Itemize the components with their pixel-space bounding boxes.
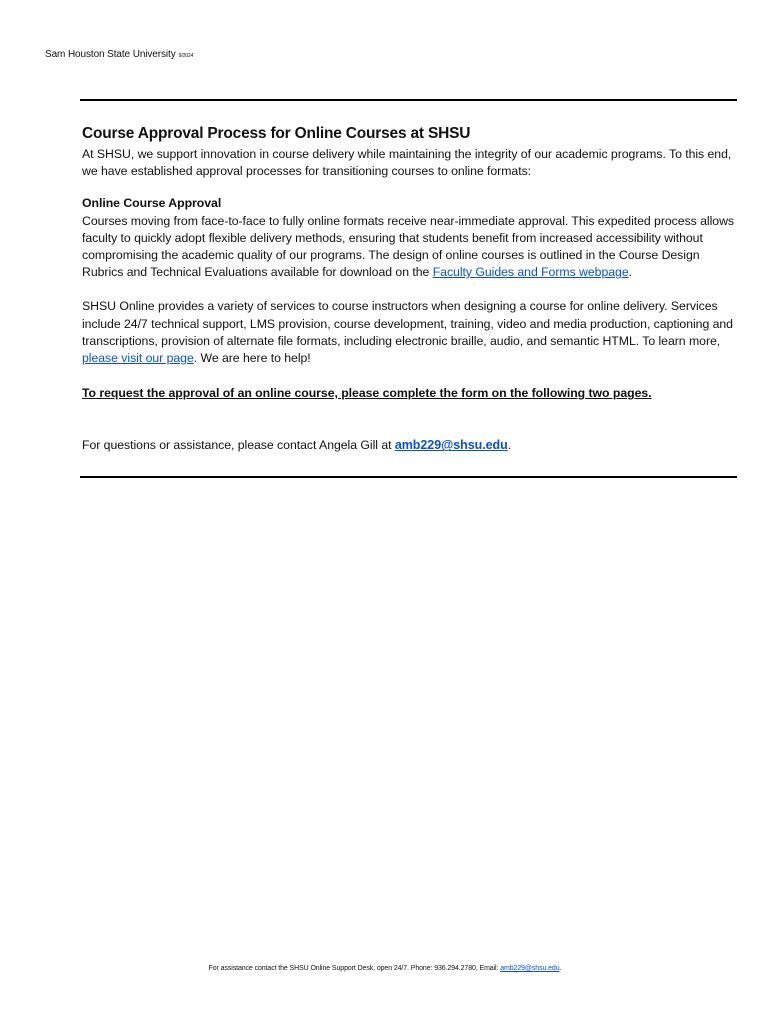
footer-text-end: . [559, 965, 562, 972]
page-footer [0, 965, 770, 972]
top-divider [80, 99, 737, 101]
approval-heading: Online Course Approval [82, 196, 222, 211]
approval-text-end: . [628, 265, 632, 280]
contact-paragraph [82, 437, 737, 454]
contact-text-end: . [507, 438, 512, 453]
services-paragraph [82, 298, 737, 367]
services-text-end: . We are here to help! [193, 351, 311, 366]
approval-text: Courses moving from face-to-face to fully online formats receive near-immediate approval. This expedited process allows faculty to quickly adopt flexible delivery methods, ensuring that students benefit from increased accessibility without compromising the academic quality of our programs. The design of online courses is outlined in the Course Design Rubrics and Technical Evaluations available for download on the [82, 213, 735, 280]
contact-email-link[interactable]: amb229@shsu.edu [394, 438, 508, 453]
services-text: SHSU Online provides a variety of services to course instructors when designing a course for online delivery. Services include 24/7 technical support, LMS provision, course development, training, video and media production, captioning and transcriptions, provision of alternate file formats, including electronic braille, audio, and semantic HTML. To learn more, [82, 299, 733, 348]
bottom-divider [80, 476, 737, 478]
footer-email-link[interactable]: amb229@shsu.edu [500, 965, 560, 972]
main-content [82, 124, 737, 455]
header-date: 9/2024 [178, 53, 194, 59]
intro-paragraph: At SHSU, we support innovation in course delivery while maintaining the integrity of our academic programs. To this end, we have established approval processes for transitioning courses to online formats: [82, 147, 732, 179]
contact-text: For questions or assistance, please contact Angela Gill at [82, 438, 395, 453]
footer-text: For assistance contact the SHSU Online Support Desk, open 24/7. Phone: 936.294.2780, Email: [208, 965, 501, 972]
faculty-guides-link[interactable]: Faculty Guides and Forms webpage [432, 265, 629, 280]
page-title: Course Approval Process for Online Courses at SHSU [82, 125, 471, 142]
approval-paragraph [82, 213, 737, 282]
visit-page-link[interactable]: please visit our page [82, 351, 194, 366]
request-notice: To request the approval of an online course, please complete the form on the following two pages. [82, 386, 652, 401]
university-name: Sam Houston State University [45, 49, 176, 60]
page-header [45, 49, 193, 60]
